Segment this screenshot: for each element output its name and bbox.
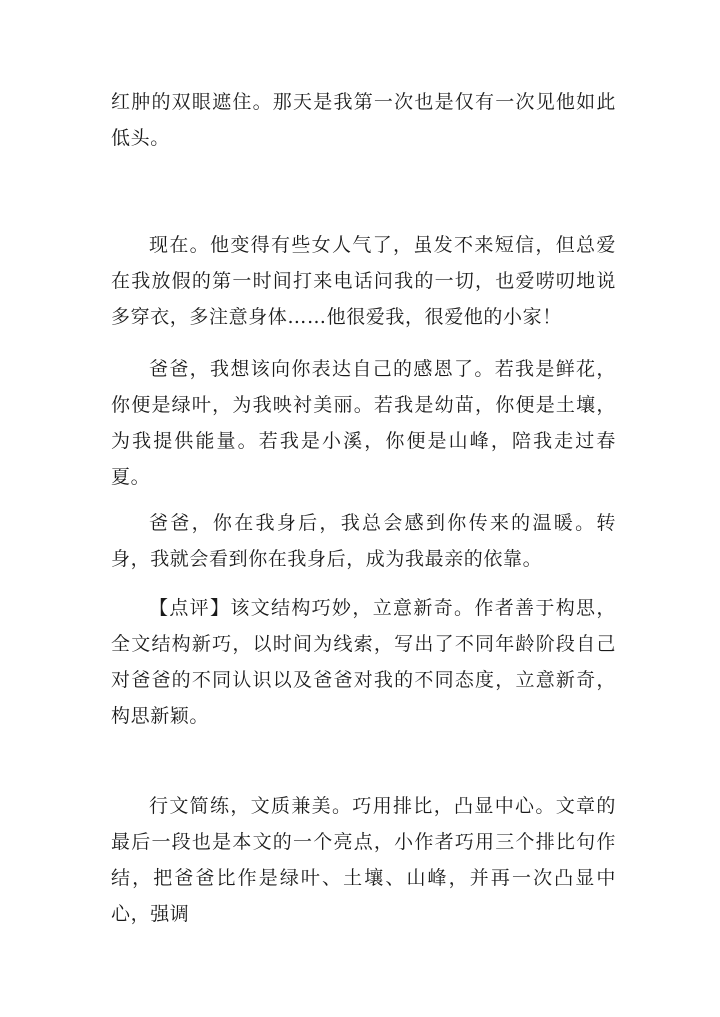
paragraph-style-comment: 行文简练，文质兼美。巧用排比，凸显中心。文章的最后一段也是本文的一个亮点，小作者巧用三个排比句作结，把爸爸比作是绿叶、土壤、山峰，并再一次凸显中心，强调 [111,795,616,925]
paragraph-commentary: 【点评】该文结构巧妙，立意新奇。作者善于构思，全文结构新巧，以时间为线索，写出了不同年龄阶段自己对爸爸的不同认识以及爸爸对我的不同态度，立意新奇，构思新颖。 [111,597,616,727]
paragraph-now: 现在。他变得有些女人气了，虽发不来短信，但总爱在我放假的第一时间打来电话问我的一切，也爱唠叨地说多穿衣，多注意身体……他很爱我，很爱他的小家！ [111,234,616,328]
paragraph-continuation: 红肿的双眼遮住。那天是我第一次也是仅有一次见他如此低头。 [111,91,616,149]
paragraph-behind-me: 爸爸，你在我身后，我总会感到你传来的温暖。转身，我就会看到你在我身后，成为我最亲的依靠。 [111,512,616,570]
paragraph-gratitude: 爸爸，我想该向你表达自己的感恩了。若我是鲜花，你便是绿叶，为我映衬美丽。若我是幼苗，你便是土壤，为我提供能量。若我是小溪，你便是山峰，陪我走过春夏。 [111,358,616,488]
